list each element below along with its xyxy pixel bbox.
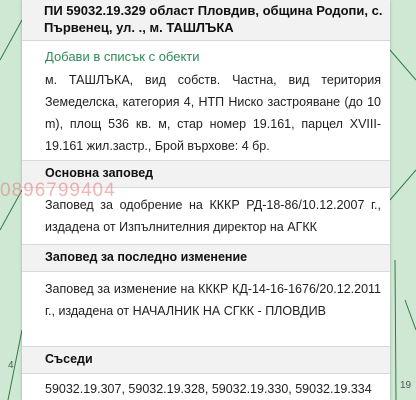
add-to-list-link[interactable]: Добави в списък с обекти: [45, 49, 200, 64]
section-basic-order: [22, 160, 390, 188]
section-last-change: [22, 244, 390, 272]
section-basic-order-title: Основна заповед: [45, 166, 154, 180]
parcel-info-popup: [22, 0, 390, 400]
basic-order-text: Заповед за одобрение на КККР РД-18-86/10.12.2007 г., издадена от Изпълнителния директор на АГКК: [45, 198, 381, 234]
section-neighbors: [22, 346, 390, 374]
parcel-title: ПИ 59032.19.329 област Пловдив, община Родопи, с. Първенец, ул. ., м. ТАШЛЪКА: [44, 3, 383, 35]
last-change-text: Заповед за изменение на КККР КД-14-16-1676/20.12.2011 г., издадена от НАЧАЛНИК НА СГКК - ПЛОВДИВ: [45, 282, 381, 318]
map-parcel-label-right: 19: [400, 380, 412, 391]
section-last-change-title: Заповед за последно изменение: [45, 250, 248, 264]
map-parcel-label-left: 4: [8, 360, 14, 371]
popup-header: [22, 0, 390, 41]
section-neighbors-title: Съседи: [45, 352, 93, 366]
neighbors-text: 59032.19.307, 59032.19.328, 59032.19.330, 59032.19.334: [45, 382, 372, 396]
parcel-description: м. ТАШЛЪКА, вид собств. Частна, вид територия Земеделска, категория 4, НТП Ниско застрояване (до 10 m), площ 536 кв. м, стар номер 19.161, парцел XVIII-19.161 жил.застр., Брой върхове: 4 бр.: [45, 73, 381, 153]
phone-watermark: 0896799404: [0, 180, 116, 201]
